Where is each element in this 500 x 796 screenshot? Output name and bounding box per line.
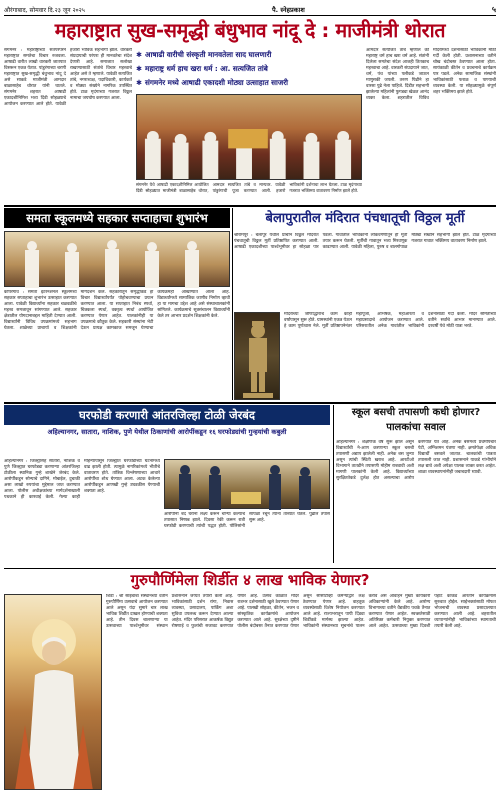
lead-bullet <box>136 48 362 62</box>
lead-headline: महाराष्ट्रात सुख-समृद्धी बंधुभाव नांदू दे : माजीमंत्री थोरात <box>54 19 446 42</box>
belgaum-headline: बेलापुरातील मंदिरात पंचधातूची विठ्ठल मूर्ती <box>265 211 465 226</box>
samata-text: कोपरगाव : समता इंटरनॅशनल स्कूलमध्ये सहकार सप्ताहाचा शुभारंभ उत्साहात करण्यात आला. यावेळी विद्यार्थ्यांना सहकार चळवळीचे महत्त्व समजावून सांगण्यात आले. सहकार क्षेत्रातील योगदानाबद्दल माहिती देण्यात आली. विद्यार्थ्यांनी विविध उपक्रमांमध्ये सहभाग घेतला. शाळेच्या प्राचार्या व शिक्षकांनी मार्गदर्शन केले. सहकारातून समृद्धीकडे हा विचार विद्यार्थ्यांपर्यंत पोहोचवण्याचा प्रयत्न करण्यात आला. या सप्ताहात निबंध स्पर्धा, चित्रकला स्पर्धा, वक्तृत्व स्पर्धा आयोजित करण्यात येणार आहेत. पालकांनीही या उपक्रमाचे कौतुक केले. सहकारी संस्थांना भेटी देऊन प्रत्यक्ष कामकाज समजून घेण्याचा कार्यक्रमही आखण्यात आला आहे. विद्यार्थ्यांमध्ये सामाजिक जाणीव निर्माण व्हावी हा या मागचा उद्देश आहे असे संस्थाचालकांनी सांगितले. कार्यक्रमाचे सूत्रसंचालन विद्यार्थ्यांनी केले तर आभार प्रदर्शन शिक्षकांनी केले. <box>4 290 230 332</box>
gharfodi-headline: घरफोडी करणारी आंतरजिल्हा टोळी जेरबंद <box>4 405 330 425</box>
lead-photo-figures <box>137 129 361 179</box>
vitthal-idol-figure <box>235 313 281 401</box>
guru-headline: गुरुपौर्णिमेला शिर्डीत ४ लाख भाविक येणार? <box>4 568 496 590</box>
gharfodi-photo <box>164 459 330 509</box>
lead-bullets <box>136 48 362 92</box>
masthead-date: औरंगाबाद, सोमवार दि.२३ जून २०२५ <box>4 6 85 14</box>
star-icon: ✱ <box>136 50 143 59</box>
lead-left-text: संगमनेर : महाराष्ट्राच्या संतपरंपरेने महाराष्ट्रात समतेचा विचार रुजवला. आषाढी वारीत लाखो वारकरी जातपात विसरून एकत्र येतात. पांडुरंगाच्या चरणी महाराष्ट्रात सुख-समृद्धी बंधुभाव नांदू दे असे साकडे माजीमंत्री आमदार बाळासाहेब थोरात यांनी घातले. संगमनेर शहरात आषाढी एकादशीनिमित्त भव्य दिंडी सोहळ्याचे आयोजन करण्यात आले होते. यावेळी हजारो भाविक सहभागी झाले. वारकरी संप्रदायाची परंपरा ही मानवतेचा संदेश देणारी आहे. समाजात सलोखा राखण्यासाठी संतांचे विचार महत्त्वाचे आहेत असे ते म्हणाले. यावेळी सत्यजित तांबे, नगराध्यक्ष, पदाधिकारी, कार्यकर्ते व मोठ्या संख्येने नागरिक उपस्थित होते. टाळ मृदंगाच्या गजरात विठ्ठल नामाचा जयघोष करण्यात आला. <box>4 48 132 108</box>
column-divider <box>333 405 334 563</box>
school-bus-text: अहिल्यानगर : शैक्षणिक वर्ष सुरू झाले असून विद्यार्थ्यांची ने-आण करणाऱ्या स्कूल बसची तपासणी अद्याप झालेली नाही. अनेक बस जुन्या असून त्यांची स्थिती खराब आहे. आरटीओ विभागाने तातडीने तपासणी मोहीम राबवावी अशी मागणी पालकांनी केली आहे. विद्यार्थ्यांच्या सुरक्षिततेकडे दुर्लक्ष होत असल्याचा आरोप करण्यात येत आहे. अनेक बसमध्ये प्रथमोपचार पेटी, अग्निशमन यंत्रणा नाही. क्षमतेपेक्षा अधिक विद्यार्थी बसवले जातात. चालकांची पात्रता तपासली जात नाही. प्रशासनाने याकडे गांभीर्याने लक्ष द्यावे अशी अपेक्षा पालक व्यक्त करत आहेत. शाळा व्यवस्थापनांनीही जबाबदारी घ्यावी. <box>336 440 496 482</box>
guru-text: शिर्डी : श्री साईबाबा संस्थानच्या वतीने गुरुपौर्णिमा उत्सवाचे आयोजन करण्यात आले असून यंदा सुमारे चार लाख भाविक शिर्डीत दाखल होण्याची शक्यता आहे. तीन दिवस चालणाऱ्या या उत्सवाच्या पार्श्वभूमीवर संस्थान प्रशासनाने जय्यत तयारी केली आहे. भाविकांसाठी दर्शन रांगा, निवास व्यवस्था, प्रसादालय, पार्किंग अशा सुविधा उपलब्ध करून देण्यात आल्या आहेत. मंदिर परिसरात आकर्षक विद्युत रोषणाई व फुलांची सजावट करण्यात येणार आहे. उत्सव काळात मंदिर रात्रभर दर्शनासाठी खुले ठेवण्यात येणार आहे. पालखी सोहळा, कीर्तन, भजन व सांस्कृतिक कार्यक्रमांचे आयोजन करण्यात आले आहे. सुरक्षेच्या दृष्टीने पोलीस बंदोबस्त तैनात करण्यात येणार असून सीसीटीव्ही कॅमेऱ्यांद्वारे लक्ष ठेवण्यात येणार आहे. वाहतूक व्यवस्थेसाठी विशेष नियोजन करण्यात आले आहे. राज्यभरातून पायी दिंड्या शिर्डीकडे मार्गस्थ झाल्या आहेत. भाविकांनी संस्थानच्या सूचनांचे पालन करावे असे आवाहन मुख्य कार्यकारी अधिकाऱ्यांनी केले आहे. आरोग्य विभागाच्या वतीने वैद्यकीय पथके तैनात करण्यात येणार आहेत. स्वच्छतेसाठी अतिरिक्त कर्मचारी नियुक्त करण्यात आले आहेत. उत्सवाच्या मुख्य दिवशी पहाटे काकड आरतीने कार्यक्रमास सुरुवात होईल. साईभक्तांसाठी मोफत भोजनाची व्यवस्था प्रसादालयात करण्यात आली आहे. शहरातील व्यापाऱ्यांनीही भाविकांच्या स्वागताची तयारी केली आहे. <box>106 594 496 630</box>
lead-photo-caption: संगमनेर येथे आषाढी एकादशीनिमित्त आयोजित दिंडी सोहळ्यात माजीमंत्री बाळासाहेब थोरात, आमदार सत्यजित तांबे व मान्यवर. यावेळी पांडुरंगाची पूजा करण्यात आली. हजारो भाविकांनी दर्शनाचा लाभ घेतला. टाळ मृदंगाच्या गजरात भक्तिमय वातावरण निर्माण झाले होते. <box>136 182 362 193</box>
column-divider <box>232 208 233 400</box>
section-divider <box>4 402 496 404</box>
gharfodi-subheadline: अहिल्यानगर, सातारा, नाशिक, पुणे येथील ठिकाणांची आरोपींकडून १६ घरफोड्यांची गुन्हयांची कबुली <box>47 428 287 436</box>
masthead-paper-name: पै. स्नेहप्रकाश <box>271 6 305 14</box>
samata-headline: समता स्कूलमध्ये सहकार सप्ताहाचा शुभारंभ <box>4 208 230 228</box>
lead-bullet-text: संगमनेर मध्ये आषाढी एकादशी मोठ्या उत्साहात साजरी <box>145 78 289 87</box>
section-divider <box>4 205 496 207</box>
star-icon: ✱ <box>136 64 143 73</box>
samata-photo <box>4 231 230 287</box>
lead-bullet-text: आषाढी वारीची संस्कृती मानवतेला साद घालणारी <box>145 50 272 59</box>
belgaum-idol-photo <box>234 312 280 400</box>
belgaum-text-2: मंदिराच्या जीर्णोद्धाराचे काम काही वर्षांपासून सुरू होते. ग्रामस्थांनी एकत्र येऊन हे काम पूर्णत्वास नेले. मूर्ती प्रतिष्ठापनेनंतर महापूजा, अभिषेक, महाआरती व महाप्रसादाचे आयोजन करण्यात आले. परिसरातील अनेक गावांतील भाविकांनी दर्शनासाठी गर्दी केली. मंदिर समितीच्या वतीने सर्वांचे आभार मानण्यात आले. दरवर्षी येथे मोठी यात्रा भरते. <box>284 312 496 330</box>
gharfodi-photo-figures <box>165 460 331 510</box>
lead-bullet-text: महाराष्ट्र धर्म हाच खरा धर्म : आ. सत्यजित तांबे <box>145 64 268 73</box>
star-icon: ✱ <box>136 78 143 87</box>
lead-right-text: आमदार सत्यजित तांबे म्हणाले की महाराष्ट्र धर्म हाच खरा धर्म आहे. संतांनी दिलेला समतेचा संदेश आजही तितकाच महत्त्वाचा आहे. वारकरी संप्रदायाने जात, धर्म, पंथ यांच्या पलीकडे जाऊन माणुसकी जपली. तरुण पिढीने हा वारसा पुढे नेला पाहिजे. दिंडीत सहभागी झालेल्या महिलांनी फुगड्या खेळत आनंद व्यक्त केला. शहरातील विविध मंदिरांमध्ये दर्शनासाठी भाविकांनी मोठी गर्दी केली होती. प्रशासनाच्या वतीने चोख बंदोबस्त ठेवण्यात आला होता. सायंकाळी कीर्तन व प्रवचनाचे कार्यक्रम पार पडले. अनेक सामाजिक संस्थांनी भाविकांसाठी फराळ व पाण्याची व्यवस्था केली. या सोहळ्यामुळे संपूर्ण शहर भक्तिमय झाले होते. <box>366 48 496 102</box>
shirdi-temple-photo <box>4 594 102 790</box>
lead-bullet <box>136 76 362 90</box>
samata-photo-figures <box>5 232 231 288</box>
lead-photo <box>136 94 362 180</box>
gharfodi-text-1: अहिल्यानगर : जिल्ह्यासह सातारा, नाशिक व पुणे जिल्ह्यात घरफोड्या करणाऱ्या आंतरजिल्हा टोळीला स्थानिक गुन्हे शाखेने जेरबंद केले. आरोपींकडून सोन्याचे दागिने, मोबाईल, दुचाकी असा लाखो रुपयांचा मुद्देमाल जप्त करण्यात आला. पोलीस अधीक्षकांच्या मार्गदर्शनाखाली पथकाने ही कारवाई केली. गेल्या काही महिन्यांपासून जिल्ह्यात घरफोडीच्या घटनांमध्ये वाढ झाली होती. त्यामुळे नागरिकांमध्ये भीतीचे वातावरण होते. तांत्रिक विश्लेषणाच्या आधारे आरोपींचा शोध घेण्यात आला. अटक केलेल्या आरोपींकडून आणखी गुन्हे उघडकीस येण्याची शक्यता आहे. <box>4 459 160 501</box>
gharfodi-text-2: आरोपींनी बंद घरांना लक्ष्य करून चोऱ्या केल्याचे तपासात निष्पन्न झाले. दिवसा रेकी करून रात्री घरफोडी करण्याची त्यांची पद्धत होती. पोलिसांनी सापळा रचून त्यांना ताब्यात घेतले. पुढील तपास सुरू आहे. <box>164 512 330 530</box>
sai-baba-figure <box>5 595 102 790</box>
school-bus-headline: स्कूल बसची तपासणी कधी होणार? पालकांचा सवाल <box>351 407 481 433</box>
lead-bullet <box>136 62 362 76</box>
belgaum-text-1: श्रीरामपूर : बेलापूर येथील प्राचीन विठ्ठल मंदिरात पंचधातूची विठ्ठल मूर्ती प्रतिष्ठापित करण्यात आली. आषाढी एकादशीच्या पार्श्वभूमीवर हा सोहळा पार पडला. गावातील भाविकांनी लोकवर्गणीतून ही मूर्ती तयार करून घेतली. मूर्तीची गावातून भव्य मिरवणूक काढण्यात आली. यावेळी महिला, पुरुष व बालगोपाळ मोठ्या संख्येने सहभागी झाले होते. टाळ मृदंगाच्या गजरात गावात भक्तिमय वातावरण निर्माण झाले. <box>234 233 496 251</box>
masthead <box>4 4 496 16</box>
page-number: ५ <box>491 5 496 14</box>
